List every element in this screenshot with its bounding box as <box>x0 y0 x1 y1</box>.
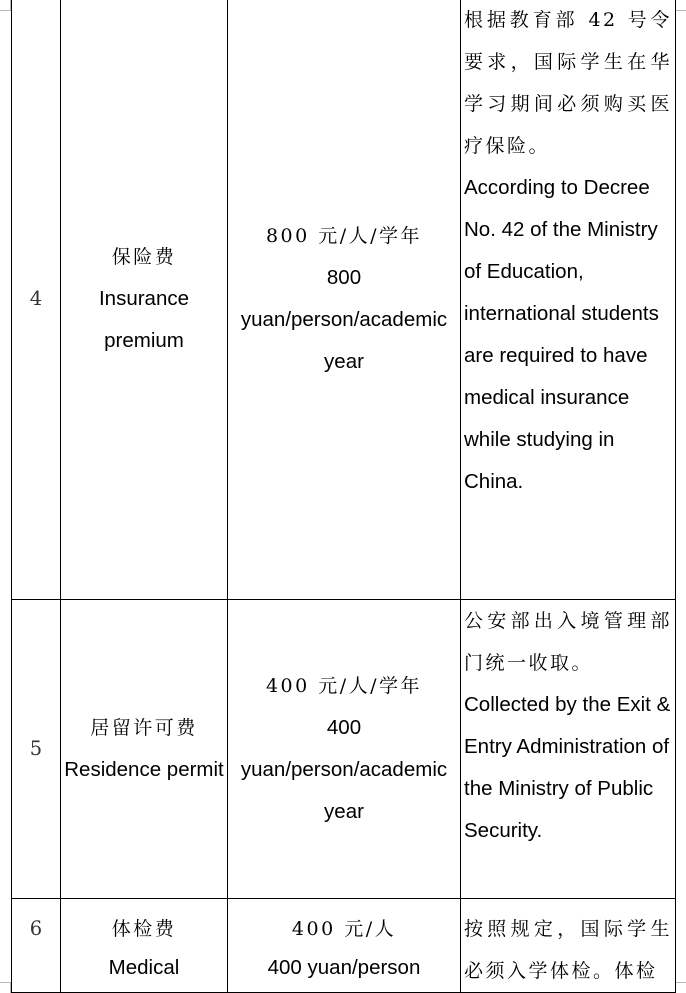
crop-mark-top-left <box>0 0 11 11</box>
fee-item <box>61 0 228 600</box>
row-number: 4 <box>12 0 61 600</box>
crop-mark-top-right <box>675 0 686 11</box>
fee-item <box>61 899 228 993</box>
fee-item-en: Medical <box>108 956 180 979</box>
row-number: 5 <box>12 600 61 899</box>
fee-note-zh: 根据教育部 42 号令要求，国际学生在华学习期间必须购买医疗保险。 <box>464 9 672 157</box>
fee-note-en: According to Decree No. 42 of the Ministry of Education, international students are required to have medical insurance while studying in China. <box>464 176 659 493</box>
fee-unit-en: yuan/person/academic year <box>240 308 448 373</box>
fee-amount-zh: 400 元/人/学年 <box>265 675 423 697</box>
row-number: 6 <box>12 899 61 993</box>
fee-item-zh: 保险费 <box>111 246 177 268</box>
fee-note-zh: 按照规定，国际学生必须入学体检。体检 <box>464 918 672 982</box>
fee-amount-en: 400 yuan/person <box>267 956 421 979</box>
table-row-medical <box>12 899 676 993</box>
fee-amount <box>228 600 461 899</box>
crop-mark-bottom-right <box>675 982 686 993</box>
fee-note <box>461 0 676 600</box>
fee-item-en: Residence permit <box>64 758 224 781</box>
fee-note <box>461 600 676 899</box>
table-row-insurance <box>12 0 676 600</box>
fee-note <box>461 899 676 993</box>
fee-table <box>11 0 676 993</box>
fee-amount <box>228 0 461 600</box>
fee-amount-en: 800 <box>326 266 362 289</box>
fee-item-zh: 居留许可费 <box>90 717 198 739</box>
table-row-residence-permit <box>12 600 676 899</box>
fee-item-zh: 体检费 <box>111 918 177 940</box>
crop-mark-bottom-left <box>0 982 11 993</box>
fee-unit-en: yuan/person/academic year <box>240 758 448 823</box>
fee-amount-zh: 400 元/人 <box>291 918 397 940</box>
fee-item <box>61 600 228 899</box>
fee-note-en: Collected by the Exit & Entry Administration of the Ministry of Public Security. <box>464 693 671 842</box>
fee-amount <box>228 899 461 993</box>
fee-item-en: Insurance premium <box>98 287 190 352</box>
fee-note-zh: 公安部出入境管理部门统一收取。 <box>464 610 672 674</box>
fee-amount-zh: 800 元/人/学年 <box>265 225 423 247</box>
fee-amount-en: 400 <box>326 716 362 739</box>
